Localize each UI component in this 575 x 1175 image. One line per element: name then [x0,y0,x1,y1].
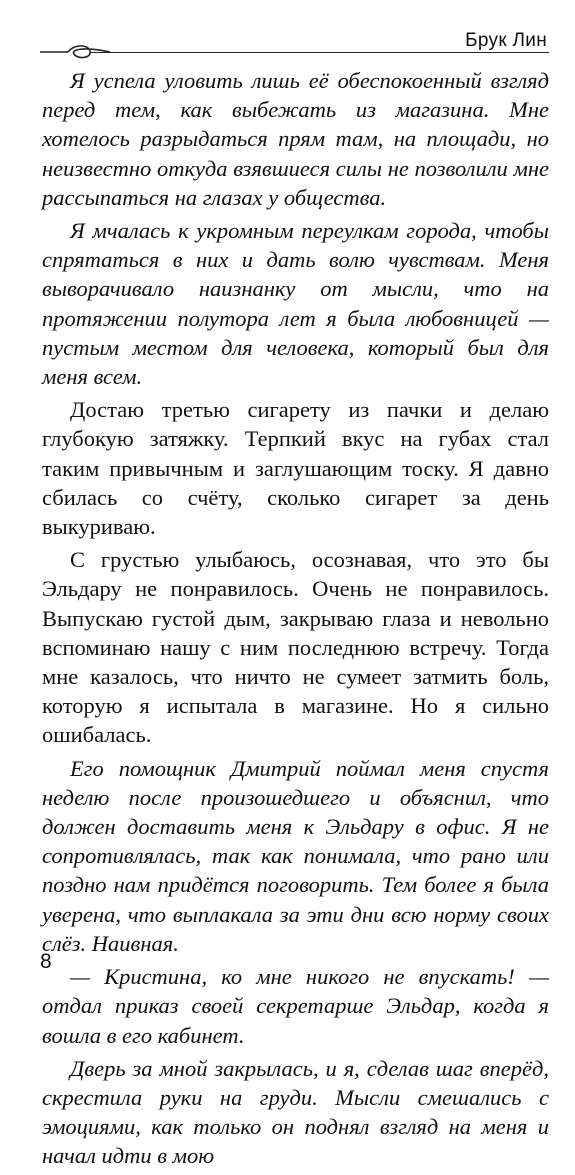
page-number: 8 [40,950,52,973]
page-content [42,66,549,1175]
paragraph: Его помощник Дмитрий поймал меня спустя неделю после произошедшего и объяснил, что должен доставить меня к Эльдару в офис. Я не сопротивлялась, так как понимала, что рано или поздно нам придётся поговорить. Тем более я была уверена, что выплакала за эти дни всю норму своих слёз. Наивная. [42,755,549,956]
paragraph: — Кристина, ко мне никого не впускать! — отдал приказ своей секретарше Эльдар, когда я вошла в его кабинет. [42,964,549,1048]
paragraph: С грустью улыбаюсь, осознавая, что это бы Эльдару не понравилось. Очень не понравилось. Выпускаю густой дым, закрываю глаза и невольно вспоминаю нашу с ним последнюю встречу. Тогда мне казалось, что ничто не сумеет затмить боль, которую я испытала в магазине. Но я сильно ошибалась. [42,547,549,748]
paragraph: Достаю третью сигарету из пачки и делаю глубокую затяжку. Терпкий вкус на губах стал таким привычным и заглушающим тоску. Я давно сбилась со счёту, сколько сигарет за день выкуриваю. [42,397,549,540]
paragraph: Я мчалась к укромным переулкам города, чтобы спрятаться в них и дать волю чувствам. Меня выворачивало наизнанку от мысли, что на протяжении полутора лет я была любовницей — пустым местом для человека, который был для меня всем. [42,218,549,390]
paragraph: Я успела уловить лишь её обеспокоенный взгляд перед тем, как выбежать из магазина. Мне хотелось разрыдаться прям там, на площади, но неизвестно откуда взявшиеся силы не позволили мне рассыпаться на глазах у общества. [42,68,549,210]
paragraph: Дверь за мной закрылась, и я, сделав шаг вперёд, скрестила руки на груди. Мысли смешались с эмоциями, как только он поднял взгляд на меня и начал идти в мою [42,1055,549,1169]
author-name: Брук Лин [465,30,547,51]
header-rule [90,52,549,53]
running-header [38,30,549,56]
